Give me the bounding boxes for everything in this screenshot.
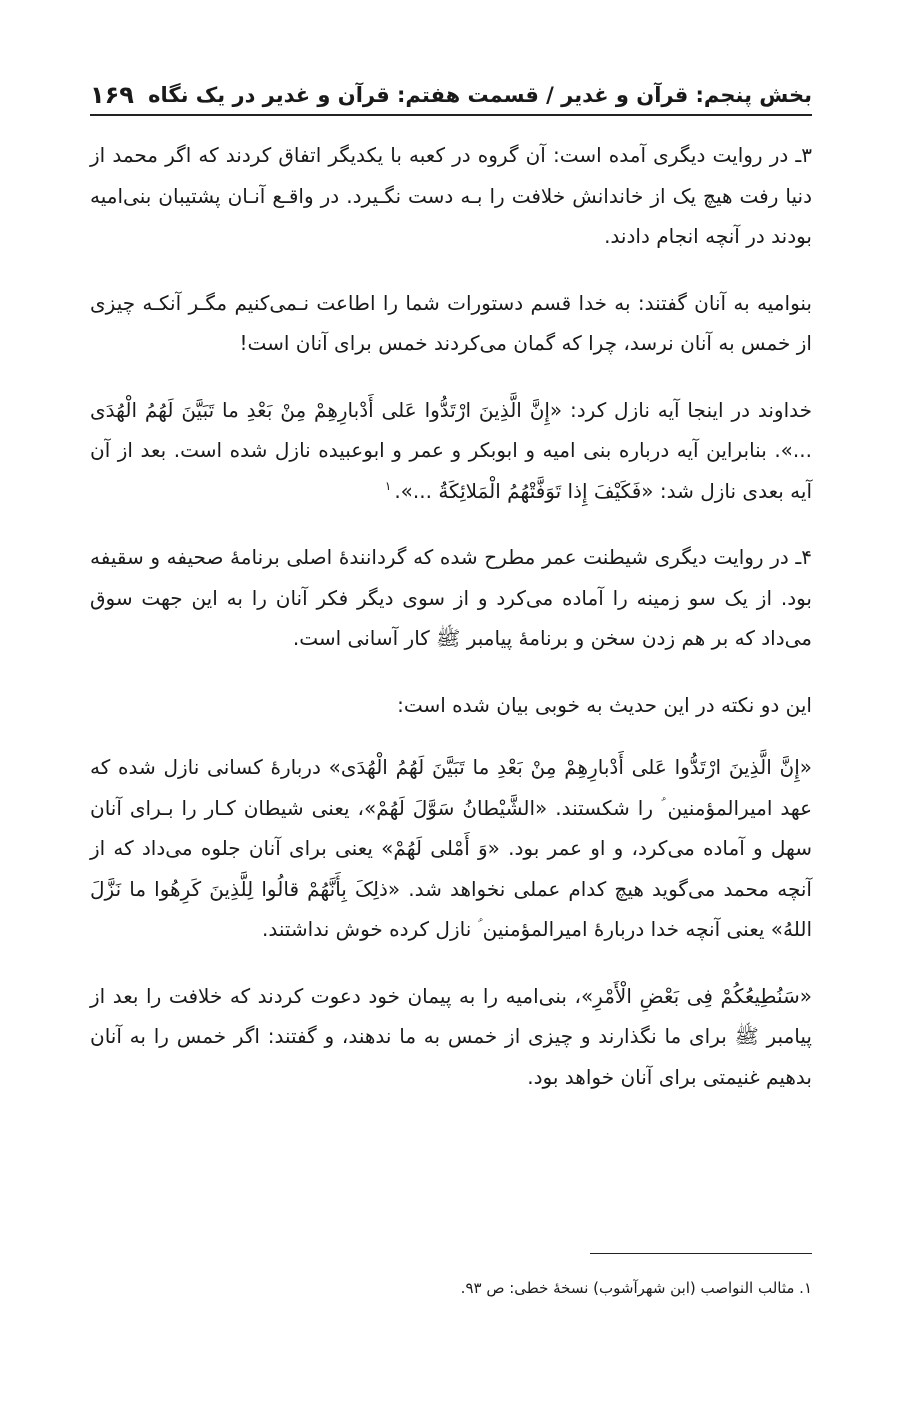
footnote-reference[interactable]: ۱ <box>384 478 392 493</box>
paragraph-text: خداوند در اینجا آیه نازل کرد: «إِنَّ الَّذِینَ ارْتَدُّوا عَلی أَدْبارِهِمْ مِنْ بَعْدِ ما تَبَیَّنَ لَهُمُ الْهُدَی ...». بنابراین آیه درباره بنی امیه و ابوبکر و عمر و ابوعبیده نازل شده است. بعد از آن آیه بعدی نازل شد: «فَکَیْفَ إِذا تَوَفَّتْهُمُ الْمَلائِکَةُ ...». <box>90 397 812 503</box>
paragraph-text: ۴ـ در روایت دیگری شیطنت عمر مطرح شده که گردانندهٔ اصلی برنامهٔ صحیفه و سقیفه بود. از یک سو زمینه را آماده می‌کرد و از سوی دیگر فکر آنان را به این جهت سوق می‌داد که بر هم زدن سخن و برنامهٔ پیامبر ﷺ کار آسانی است. <box>90 545 812 650</box>
paragraph-text: این دو نکته در این حدیث به خوبی بیان شده است: <box>397 692 812 717</box>
paragraph-7 <box>90 976 812 1098</box>
body-text <box>90 135 812 1123</box>
paragraph-4 <box>90 537 812 659</box>
paragraph-5 <box>90 685 812 726</box>
paragraph-2 <box>90 283 812 364</box>
paragraph-text: ۳ـ در روایت دیگری آمده است: آن گروه در کعبه با یکدیگر اتفاق کردند که اگر محمد از دنیا رفت هیچ یک از خاندانش خلافت را بـه دست نگـیرد. در واقـع آنـان پشتیبان بنی‌امیه بودند در آنچه انجام دادند. <box>90 143 812 248</box>
paragraph-3 <box>90 390 812 512</box>
header-divider <box>90 114 812 116</box>
paragraph-6 <box>90 747 812 950</box>
paragraph-text: «سَنُطِیعُکُمْ فِی بَعْضِ الْأَمْرِ»، بنی‌امیه را به پیمان خود دعوت کردند که خلافت را بعد از پیامبر ﷺ برای ما نگذارند و چیزی از خمس به ما ندهند، و گفتند: اگر خمس را به آنان بدهیم غنیمتی برای آنان خواهد بود. <box>90 983 812 1089</box>
header-title: بخش پنجم: قرآن و غدیر / قسمت هفتم: قرآن و غدیر در یک نگاه <box>148 83 812 107</box>
paragraph-text: بنوامیه به آنان گفتند: به خدا قسم دستورات شما را اطاعت نـمی‌کنیم مگـر آنکـه چیزی از خمس به آنان نرسد، چرا که گمان می‌کردند خمس برای آنان است! <box>90 290 812 355</box>
paragraph-text: «إِنَّ الَّذِینَ ارْتَدُّوا عَلی أَدْبارِهِمْ مِنْ بَعْدِ ما تَبَیَّنَ لَهُمُ الْهُدَی» دربارهٔ کسانی نازل شده که عهد امیرالمؤمنین ؑ را شکستند. «الشَّیْطانُ سَوَّلَ لَهُمْ»، یعنی شیطان کـار را بـرای آنان سهل و آماده می‌کرد، و او عمر بود. «وَ أَمْلی لَهُمْ» یعنی برای آنان جلوه می‌داد که از آنچه محمد می‌گوید هیچ کدام عملی نخواهد شد. «ذلِکَ بِأَنَّهُمْ قالُوا لِلَّذِینَ کَرِهُوا ما نَزَّلَ اللهُ» یعنی آنچه خدا دربارهٔ امیرالمؤمنین ؑ نازل کرده خوش نداشتند. <box>90 755 812 941</box>
running-header <box>90 60 812 110</box>
paragraph-1 <box>90 135 812 257</box>
footnote-divider <box>590 1253 812 1254</box>
footnote: ۱. مثالب النواصب (ابن شهرآشوب) نسخهٔ خطی: ص ۹۳. <box>460 1279 812 1297</box>
page-number: ۱۶۹ <box>90 81 134 109</box>
